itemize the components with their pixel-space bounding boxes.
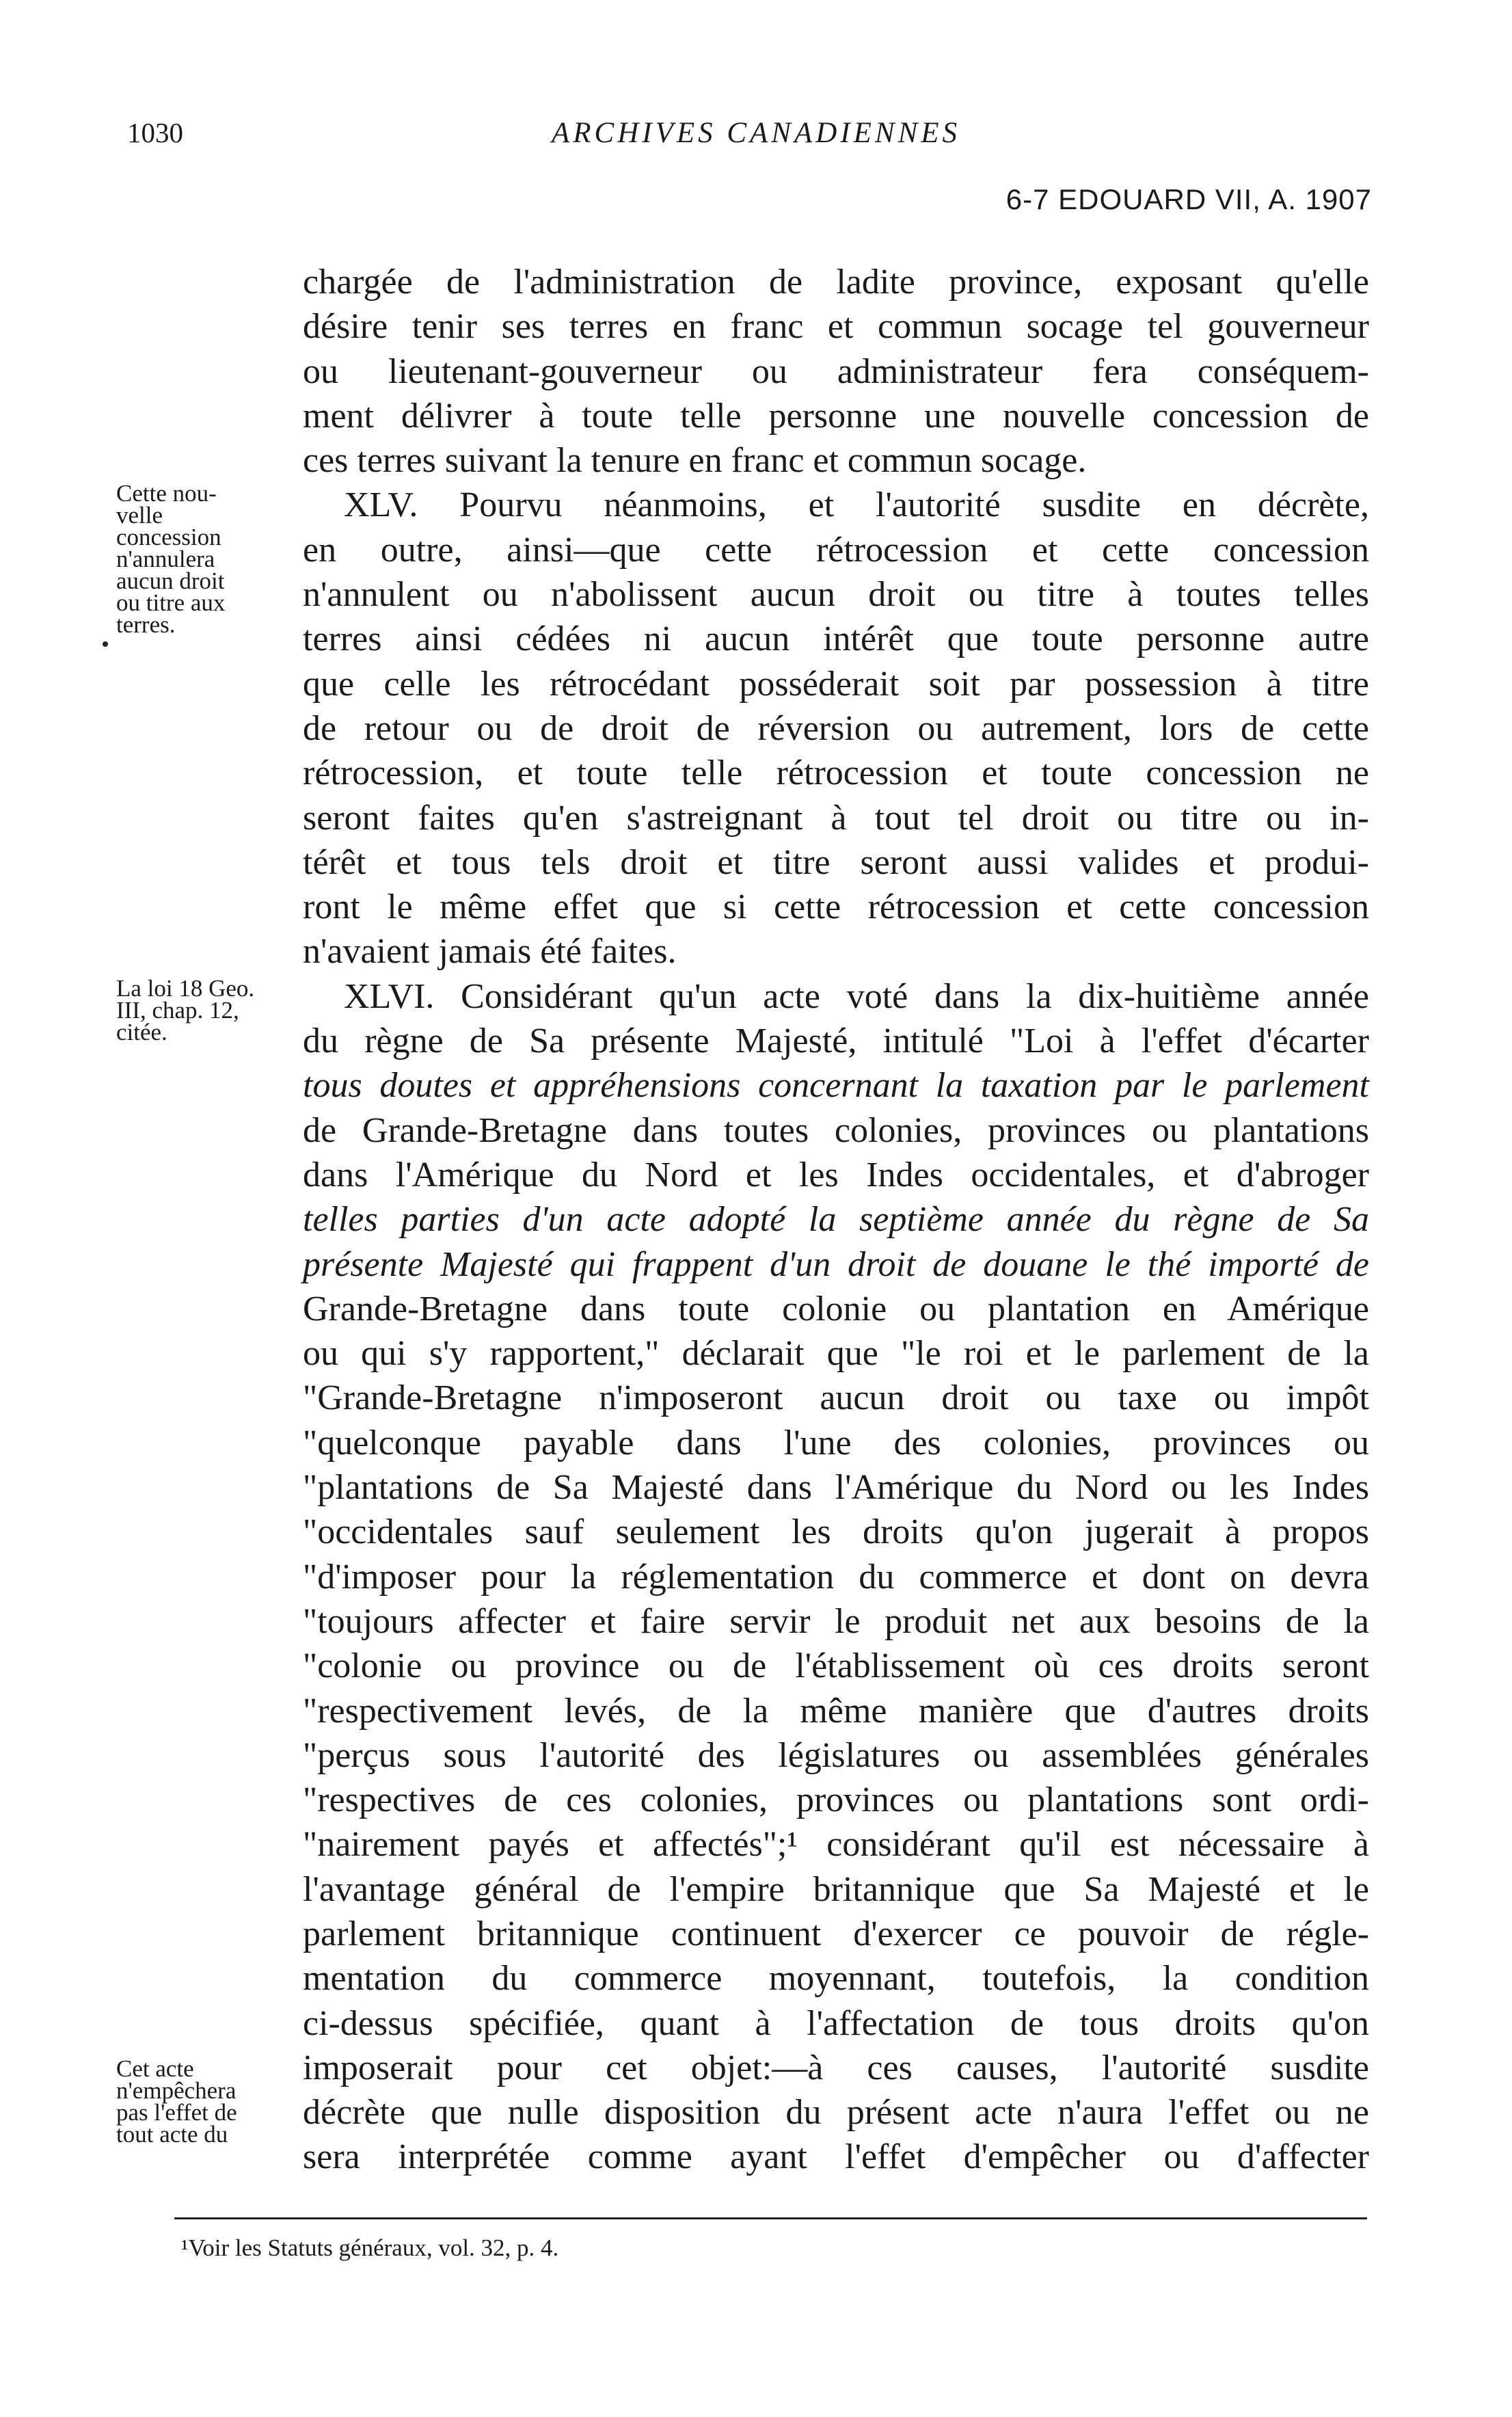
text-line: térêt et tous tels droit et titre seront aussi valides et produi- [303,842,1369,882]
text-line: de retour ou de droit de réversion ou autrement, lors de cette [303,708,1369,748]
session-header: 6-7 EDOUARD VII, A. 1907 [1005,183,1372,215]
text-line: décrète que nulle disposition du présent acte n'aura l'effet ou ne [303,2093,1369,2133]
text-line: "toujours affecter et faire servir le produit net aux besoins de la [303,1601,1369,1641]
margin-note-line: pas l'effet de [116,2099,237,2126]
margin-note-xlvi [116,975,291,1045]
margin-note-cet-acte [116,2055,291,2148]
text-line: imposerait pour cet objet:—à ces causes, l'autorité susdite [303,2048,1369,2087]
footnote: ¹Voir les Statuts généraux, vol. 32, p. 4. [181,2234,559,2261]
text-line: ces terres suivant la tenure en franc et commun socage. [303,441,1087,481]
text-line: "occidentales sauf seulement les droits qu'on jugerait à propos [303,1512,1369,1552]
text-line: telles parties d'un acte adopté la septième année du règne de Sa [303,1200,1369,1240]
margin-note-line: Cette nou- [116,480,217,507]
text-line: de Grande-Bretagne dans toutes colonies, provinces ou plantations [303,1110,1369,1150]
margin-note-line: aucun droit [116,567,225,594]
margin-note-line: concession [116,524,221,550]
footnote-rule [174,2217,1367,2219]
text-line: XLV. Pourvu néanmoins, et l'autorité susdite en décrète, [344,485,1369,525]
text-line: "respectives de ces colonies, provinces ou plantations sont ordi- [303,1780,1369,1820]
text-line: ci-dessus spécifiée, quant à l'affectation de tous droits qu'on [303,2003,1369,2043]
text-line: sera interprétée comme ayant l'effet d'empêcher ou d'affecter [303,2137,1369,2177]
body-text [303,260,1369,2180]
text-line: présente Majesté qui frappent d'un droit de douane le thé importé de [303,1244,1369,1284]
text-line: "Grande-Bretagne n'imposeront aucun droit ou taxe ou impôt [303,1378,1369,1418]
margin-note-line: n'annulera [116,546,215,572]
text-line: Grande-Bretagne dans toute colonie ou plantation en Amérique [303,1289,1369,1328]
text-line: n'annulent ou n'abolissent aucun droit ou titre à toutes telles [303,575,1369,615]
margin-note-line: velle [116,502,163,529]
margin-note-line: tout acte du [116,2121,228,2148]
margin-note-line: III, chap. 12, [116,997,239,1024]
text-line: ront le même effet que si cette rétrocession et cette concession [303,887,1369,927]
margin-note-xlv [116,480,291,638]
text-line: "quelconque payable dans l'une des colonies, provinces ou [303,1423,1369,1463]
text-line: ou lieutenant-gouverneur ou administrateur fera conséquem- [303,351,1369,391]
text-line: XLVI. Considérant qu'un acte voté dans la dix-huitième année [344,976,1369,1016]
margin-note-line: Cet acte [116,2055,194,2082]
text-line: "perçus sous l'autorité des législatures ou assemblées générales [303,1735,1369,1775]
text-line: n'avaient jamais été faites. [303,932,677,972]
text-line: "colonie ou province ou de l'établissement où ces droits seront [303,1646,1369,1686]
text-line: l'avantage général de l'empire britannique que Sa Majesté et le [303,1869,1369,1909]
text-line: désire tenir ses terres en franc et commun socage tel gouverneur [303,307,1369,347]
margin-note-line: ou titre aux [116,589,226,616]
page-number: 1030 [127,117,183,148]
text-line: "nairement payés et affectés";¹ considérant qu'il est nécessaire à [303,1825,1369,1865]
text-line: rétrocession, et toute telle rétrocession et toute concession ne [303,753,1369,793]
text-line: parlement britannique continuent d'exercer ce pouvoir de régle- [303,1914,1369,1953]
text-line: ou qui s'y rapportent," déclarait que "le roi et le parlement de la [303,1334,1369,1374]
text-line: du règne de Sa présente Majesté, intitulé "Loi à l'effet d'écarter [303,1021,1369,1061]
text-line: mentation du commerce moyennant, toutefois, la condition [303,1959,1369,1999]
margin-note-line: La loi 18 Geo. [116,975,255,1002]
text-line: que celle les rétrocédant posséderait soit par possession à titre [303,664,1369,704]
margin-note-line: citée. [116,1019,167,1045]
text-line: "respectivement levés, de la même manière que d'autres droits [303,1691,1369,1731]
text-line: ment délivrer à toute telle personne une nouvelle concession de [303,396,1369,436]
text-line: en outre, ainsi—que cette rétrocession et cette concession [303,530,1369,570]
margin-note-line: terres. [116,611,176,638]
text-line: dans l'Amérique du Nord et les Indes occidentales, et d'abroger [303,1155,1369,1194]
text-line: terres ainsi cédées ni aucun intérêt que toute personne autre [303,619,1369,659]
margin-note-line: n'empêchera [116,2077,237,2104]
running-title: ARCHIVES CANADIENNES [551,117,961,149]
ink-speck [103,641,108,647]
text-line: tous doutes et appréhensions concernant la taxation par le parlement [303,1066,1369,1106]
text-line: seront faites qu'en s'astreignant à tout tel droit ou titre ou in- [303,798,1369,838]
text-line: "plantations de Sa Majesté dans l'Amérique du Nord ou les Indes [303,1468,1369,1508]
text-line: "d'imposer pour la réglementation du commerce et dont on devra [303,1557,1369,1597]
text-line: chargée de l'administration de ladite province, exposant qu'elle [303,263,1369,302]
